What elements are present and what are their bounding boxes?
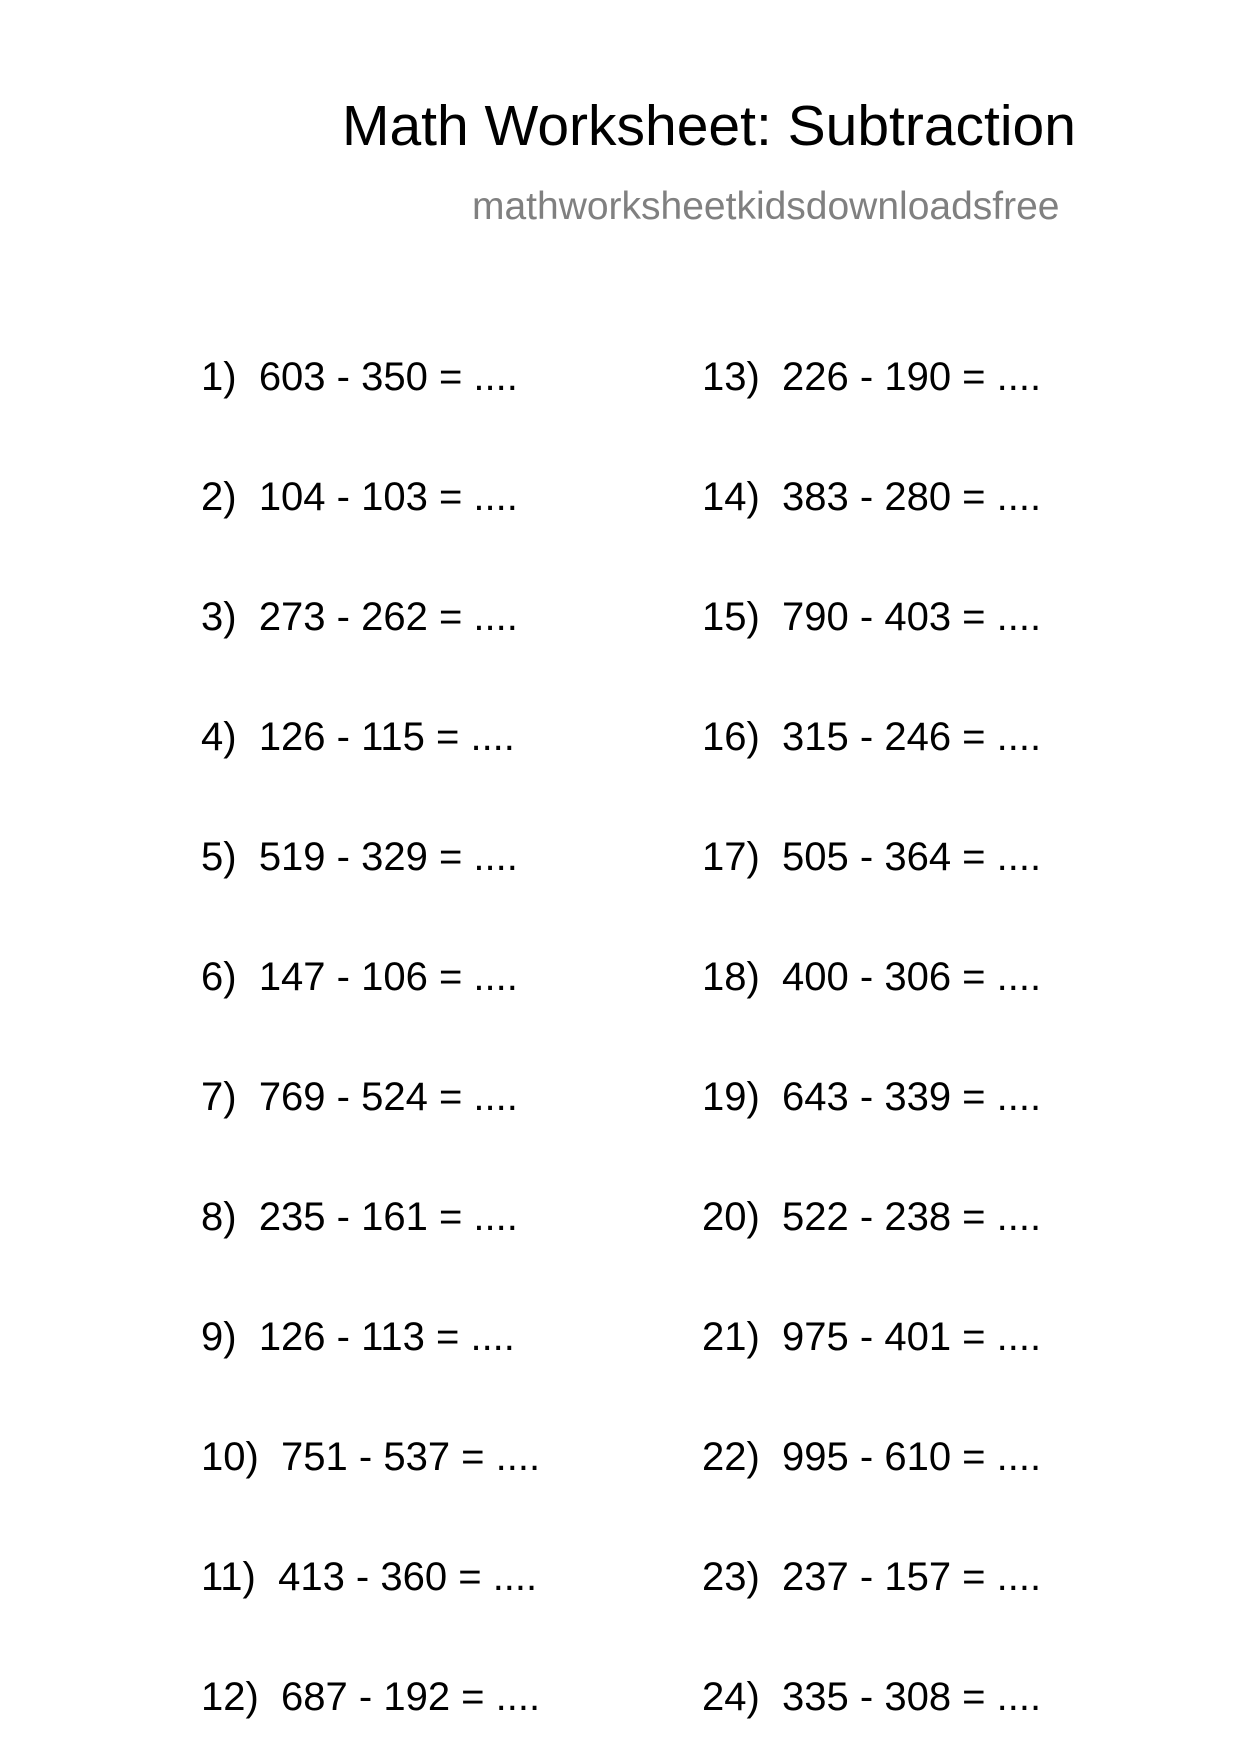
problem-expression: 400 - 306 = ....	[782, 955, 1042, 999]
problem-item	[201, 1317, 515, 1357]
problem-number: 11)	[201, 1555, 256, 1599]
problem-expression: 519 - 329 = ....	[258, 835, 518, 879]
problem-number: 18)	[702, 955, 760, 999]
problem-number: 19)	[702, 1075, 760, 1119]
problem-number: 4)	[201, 715, 237, 759]
problem-number: 7)	[201, 1075, 237, 1119]
problem-number: 2)	[201, 475, 237, 519]
problem-number: 23)	[702, 1555, 760, 1599]
problem-item	[702, 1557, 1041, 1597]
worksheet-title: Math Worksheet: Subtraction	[342, 94, 1076, 158]
problem-expression: 413 - 360 = ....	[278, 1555, 538, 1599]
problem-number: 3)	[201, 595, 237, 639]
problem-number: 12)	[201, 1675, 259, 1719]
problem-item	[201, 1197, 518, 1237]
problem-expression: 383 - 280 = ....	[782, 475, 1042, 519]
problem-number: 17)	[702, 835, 760, 879]
problem-expression: 126 - 113 = ....	[258, 1315, 515, 1359]
problem-expression: 147 - 106 = ....	[258, 955, 518, 999]
problem-number: 20)	[702, 1195, 760, 1239]
problem-expression: 237 - 157 = ....	[782, 1555, 1042, 1599]
problem-expression: 126 - 115 = ....	[258, 715, 515, 759]
problem-item	[702, 357, 1041, 397]
problem-item	[201, 717, 515, 757]
problem-item	[702, 1197, 1041, 1237]
problem-item	[201, 1077, 518, 1117]
problem-expression: 315 - 246 = ....	[782, 715, 1042, 759]
problem-number: 6)	[201, 955, 237, 999]
problem-item	[702, 1077, 1041, 1117]
problem-item	[702, 477, 1041, 517]
problem-number: 5)	[201, 835, 237, 879]
problem-item	[201, 1677, 540, 1717]
problem-expression: 505 - 364 = ....	[782, 835, 1042, 879]
problem-expression: 751 - 537 = ....	[281, 1435, 541, 1479]
problem-item	[201, 957, 518, 997]
problem-expression: 104 - 103 = ....	[258, 475, 518, 519]
problem-item	[702, 597, 1041, 637]
problem-number: 24)	[702, 1675, 760, 1719]
problem-number: 15)	[702, 595, 760, 639]
problem-item	[702, 1437, 1041, 1477]
worksheet-subtitle: mathworksheetkidsdownloadsfree	[472, 185, 1060, 228]
problem-expression: 226 - 190 = ....	[782, 355, 1042, 399]
problem-expression: 522 - 238 = ....	[782, 1195, 1042, 1239]
problem-number: 10)	[201, 1435, 259, 1479]
problem-expression: 687 - 192 = ....	[281, 1675, 541, 1719]
problem-number: 1)	[201, 355, 237, 399]
problem-expression: 995 - 610 = ....	[782, 1435, 1042, 1479]
problem-expression: 790 - 403 = ....	[782, 595, 1042, 639]
problem-number: 9)	[201, 1315, 237, 1359]
problem-item	[201, 597, 518, 637]
problem-expression: 643 - 339 = ....	[782, 1075, 1042, 1119]
problem-item	[201, 1557, 537, 1597]
problem-expression: 603 - 350 = ....	[258, 355, 518, 399]
problem-expression: 273 - 262 = ....	[258, 595, 518, 639]
problem-expression: 975 - 401 = ....	[782, 1315, 1042, 1359]
problem-number: 8)	[201, 1195, 237, 1239]
problem-item	[702, 1677, 1041, 1717]
problem-item	[702, 837, 1041, 877]
problem-item	[201, 1437, 540, 1477]
problem-number: 14)	[702, 475, 760, 519]
problem-number: 22)	[702, 1435, 760, 1479]
problem-item	[201, 837, 518, 877]
problem-item	[702, 1317, 1041, 1357]
problem-expression: 769 - 524 = ....	[258, 1075, 518, 1119]
problem-expression: 335 - 308 = ....	[782, 1675, 1042, 1719]
problem-item	[702, 717, 1041, 757]
problem-item	[201, 477, 518, 517]
problem-item	[702, 957, 1041, 997]
problem-item	[201, 357, 518, 397]
problem-number: 13)	[702, 355, 760, 399]
problem-expression: 235 - 161 = ....	[258, 1195, 518, 1239]
problem-number: 21)	[702, 1315, 760, 1359]
problem-number: 16)	[702, 715, 760, 759]
